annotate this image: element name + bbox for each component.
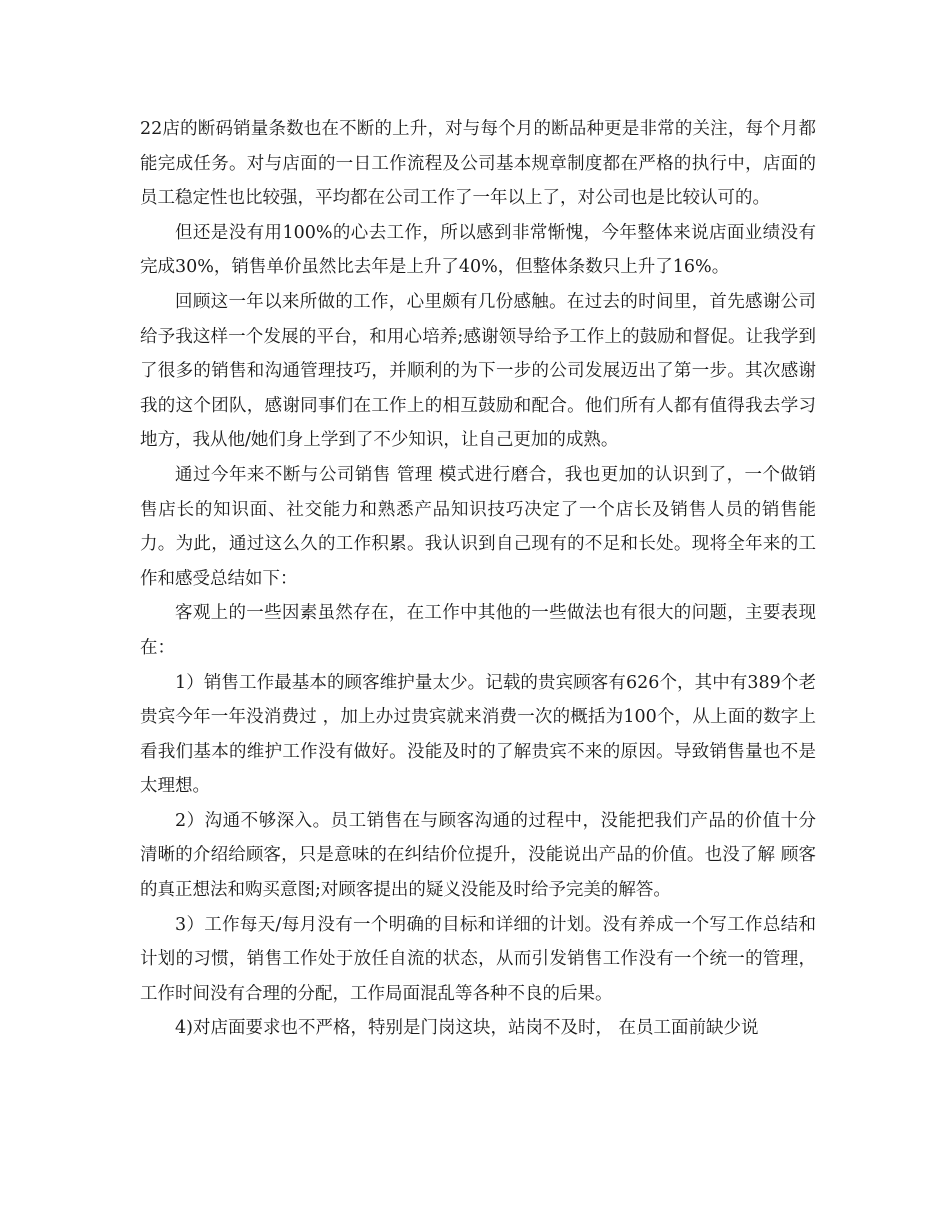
paragraph-problem-1: 1）销售工作最基本的顾客维护量太少。记载的贵宾顾客有626个，其中有389个老贵宾今年一年没消费过 ，加上办过贵宾就来消费一次的概括为100个，从上面的数字上看我们基本的维护工作没有做好。没能及时的了解贵宾不来的原因。导致销售量也不是太理想。 bbox=[140, 672, 816, 797]
paragraph-performance: 但还是没有用100%的心去工作，所以感到非常惭愧，今年整体来说店面业绩没有完成30%，销售单价虽然比去年是上升了40%，但整体条数只上升了16%。 bbox=[140, 222, 816, 278]
paragraph-problem-3: 3）工作每天/每月没有一个明确的目标和详细的计划。没有养成一个写工作总结和计划的习惯，销售工作处于放任自流的状态，从而引发销售工作没有一个统一的管理，工作时间没有合理的分配，工作局面混乱等各种不良的后果。 bbox=[140, 914, 816, 1004]
paragraph-store-sales: 22店的断码销量条数也在不断的上升，对与每个月的断品种更是非常的关注，每个月都能完成任务。对与店面的一日工作流程及公司基本规章制度都在严格的执行中，店面的员工稳定性也比较强，平均都在公司工作了一年以上了，对公司也是比较认可的。 bbox=[140, 119, 816, 209]
paragraph-problem-4: 4)对店面要求也不严格，特别是门岗这块，站岗不及时， 在员工面前缺少说 bbox=[175, 1018, 759, 1039]
paragraph-review: 回顾这一年以来所做的工作，心里颇有几份感触。在过去的时间里，首先感谢公司给予我这样一个发展的平台，和用心培养;感谢领导给予工作上的鼓励和督促。让我学到了很多的销售和沟通管理技巧，并顺利的为下一步的公司发展迈出了第一步。其次感谢我的这个团队，感谢同事们在工作上的相互鼓励和配合。他们所有人都有值得我去学习地方，我从他/她们身上学到了不少知识，让自己更加的成熟。 bbox=[140, 291, 816, 451]
document-body bbox=[140, 112, 816, 1046]
paragraph-problems-intro: 客观上的一些因素虽然存在，在工作中其他的一些做法也有很大的问题，主要表现在： bbox=[140, 603, 816, 658]
paragraph-problem-2: 2）沟通不够深入。员工销售在与顾客沟通的过程中，没能把我们产品的价值十分清晰的介绍给顾客，只是意味的在纠结价位提升，没能说出产品的价值。也没了解 顾客的真正想法和购买意图;对顾客提出的疑义没能及时给予完美的解答。 bbox=[140, 810, 816, 901]
paragraph-management: 通过今年来不断与公司销售 管理 模式进行磨合，我也更加的认识到了，一个做销售店长的知识面、社交能力和熟悉产品知识技巧决定了一个店长及销售人员的销售能力。为此，通过这么久的工作积累。我认识到自己现有的不足和长处。现将全年来的工作和感受总结如下： bbox=[140, 464, 816, 589]
